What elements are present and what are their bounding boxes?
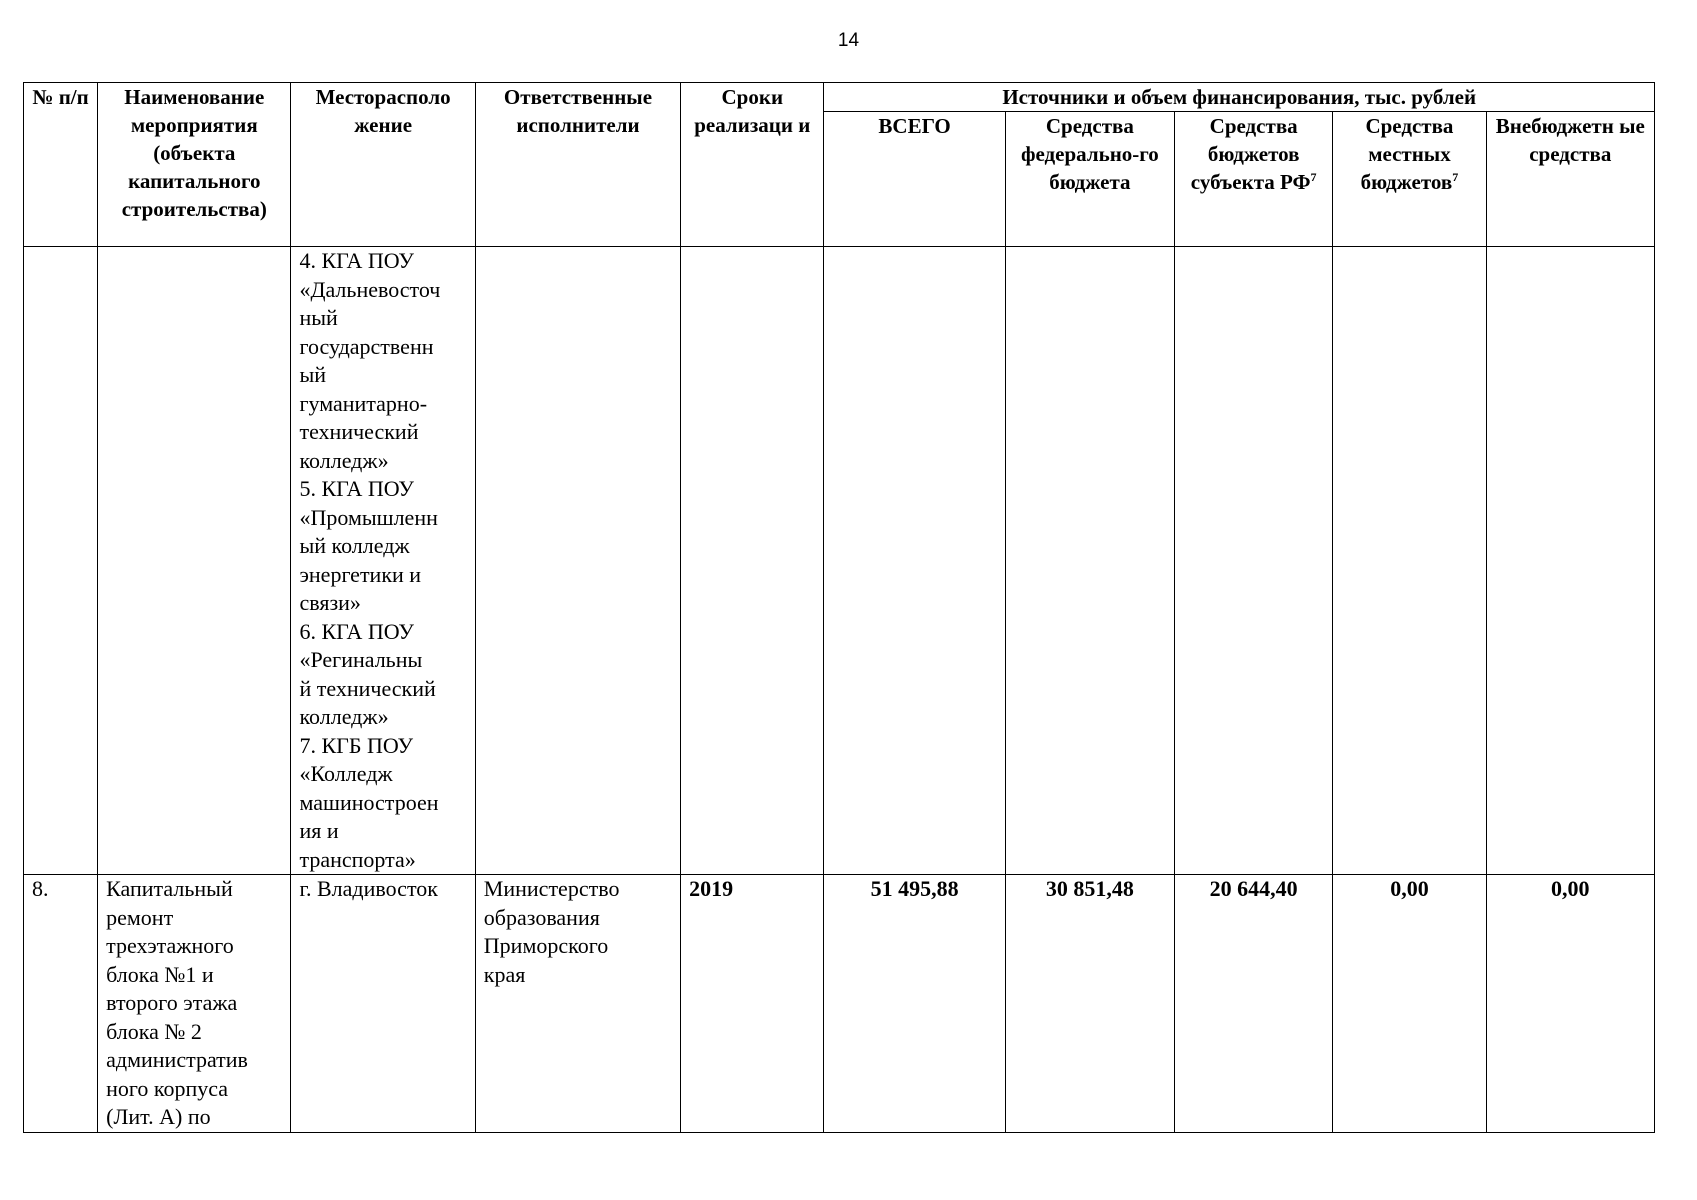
name-line: административ [106, 1047, 248, 1072]
location-line: 5. КГА ПОУ [299, 476, 414, 501]
name-line: трехэтажного [106, 933, 234, 958]
cell-responsible [475, 247, 680, 875]
location-line: колледж» [299, 447, 389, 473]
location-line: гуманитарно- [299, 390, 428, 416]
header-responsible: Ответственные исполнители [475, 83, 680, 247]
cell-federal [1005, 247, 1174, 875]
name-line: (Лит. А) по [106, 1104, 211, 1129]
name-line: ного корпуса [106, 1075, 229, 1101]
cell-name [98, 875, 291, 1133]
location-line: ия и [299, 818, 339, 843]
header-num: № п/п [24, 83, 98, 247]
header-federal: Средства федерально-го бюджета [1005, 112, 1174, 247]
location-line: 4. КГА ПОУ [299, 248, 414, 273]
name-line: блока №1 и [106, 961, 214, 987]
header-terms: Сроки реализаци и [681, 83, 824, 247]
cell-subject: 20 644,40 [1175, 875, 1333, 1133]
cell-federal: 30 851,48 [1005, 875, 1174, 1133]
header-local-footnote: 7 [1452, 170, 1459, 184]
header-extrabudget: Внебюджетн ые средства [1486, 112, 1654, 247]
table-row [24, 875, 1655, 1133]
cell-extrabudget: 0,00 [1486, 875, 1654, 1133]
financing-table [23, 82, 1655, 1133]
location-line: транспорта» [299, 846, 416, 872]
page-number: 14 [837, 30, 860, 51]
header-location: Месторасполо жение [291, 83, 475, 247]
header-financing-group: Источники и объем финансирования, тыс. рублей [824, 83, 1655, 112]
header-subject [1175, 112, 1333, 247]
responsible-line: края [483, 961, 526, 987]
name-line: второго этажа [106, 990, 238, 1015]
header-name: Наименование мероприятия (объекта капитального строительства) [98, 83, 291, 247]
cell-subject [1175, 247, 1333, 875]
location-line: энергетики и [299, 561, 422, 587]
cell-location [291, 247, 475, 875]
responsible-line: образования [483, 904, 600, 930]
location-line: «Промышленн [299, 504, 438, 530]
cell-terms: 2019 [681, 875, 824, 1133]
cell-num [24, 247, 98, 875]
location-line: связи» [299, 590, 361, 615]
location-line: й технический [299, 675, 436, 701]
name-line: Капитальный [106, 876, 233, 901]
location-line: колледж» [299, 704, 389, 729]
cell-num: 8. [24, 875, 98, 1133]
header-local-text: Средства местных бюджетов [1360, 114, 1454, 194]
location-line: государственн [299, 333, 434, 359]
cell-extrabudget [1486, 247, 1654, 875]
cell-location: г. Владивосток [291, 875, 475, 1133]
header-total: ВСЕГО [824, 112, 1005, 247]
location-line: «Дальневосточ [299, 276, 441, 302]
table-row [24, 247, 1655, 875]
location-line: 6. КГА ПОУ [299, 618, 414, 644]
header-local [1333, 112, 1486, 247]
location-line: ый колледж [299, 533, 410, 558]
responsible-line: Приморского [483, 933, 609, 958]
header-subject-footnote: 7 [1310, 170, 1317, 184]
cell-terms [681, 247, 824, 875]
location-line: «Регинальны [299, 647, 423, 672]
location-line: «Колледж [299, 761, 393, 786]
location-line: 7. КГБ ПОУ [299, 732, 414, 758]
cell-local [1333, 247, 1486, 875]
cell-name [98, 247, 291, 875]
location-line: ный [299, 305, 338, 330]
cell-total [824, 247, 1005, 875]
responsible-line: Министерство [483, 876, 620, 901]
location-line: машиностроен [299, 789, 439, 815]
location-line: технический [299, 419, 419, 444]
cell-responsible [475, 875, 680, 1133]
header-subject-text: Средства бюджетов субъекта РФ [1190, 114, 1311, 194]
name-line: ремонт [106, 904, 174, 930]
location-line: ый [299, 362, 327, 387]
cell-local: 0,00 [1333, 875, 1486, 1133]
cell-total: 51 495,88 [824, 875, 1005, 1133]
name-line: блока № 2 [106, 1018, 202, 1044]
